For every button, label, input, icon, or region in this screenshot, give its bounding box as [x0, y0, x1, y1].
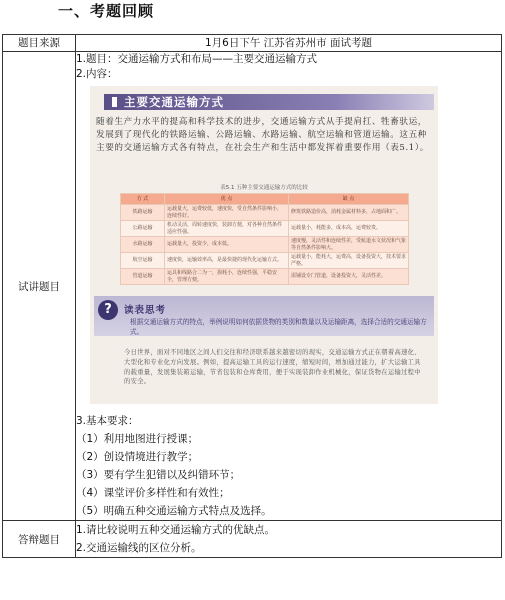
think-title: 读表思考 — [124, 305, 167, 316]
textbook-excerpt-image — [90, 86, 438, 404]
requirement-item: （5）明确五种交通运输方式特点及选择。 — [76, 505, 272, 517]
textbook-cell: 运具和线路合二为一，损耗小，连续性强，平稳安全，管理方便。 — [165, 269, 289, 285]
textbook-cell: 公路运输 — [121, 221, 165, 237]
textbook-cell: 运载量大，投资少，成本低。 — [165, 237, 289, 253]
textbook-cell: 运载量大，运费较低，速度快，受自然条件影响小，连续性好。 — [165, 205, 289, 221]
lecture-topic: 1.题目：交通运输方式和布局——主要交通运输方式 — [76, 53, 318, 65]
textbook-cell: 需铺设专门管道，设备投资大，灵活性差。 — [289, 269, 409, 285]
defense-content — [76, 521, 502, 558]
textbook-cell: 管道运输 — [121, 269, 165, 285]
textbook-cell: 速度快，运输效率高，是最快捷的现代化运输方式。 — [165, 253, 289, 269]
textbook-cell: 航空运输 — [121, 253, 165, 269]
textbook-cell: 修筑铁路造价高，消耗金属材料多，占地面积广。 — [289, 205, 409, 221]
defense-item: 2.交通运输线的区位分析。 — [76, 542, 202, 554]
question-icon: ? — [98, 300, 118, 320]
textbook-cell: 铁路运输 — [121, 205, 165, 221]
section-title: 一、考题回顾 — [58, 2, 155, 20]
lecture-label: 试讲题目 — [3, 52, 76, 521]
textbook-header-cell: 缺 点 — [289, 194, 409, 205]
requirement-item: （2）创设情境进行教学； — [76, 451, 199, 463]
requirement-item: （3）要有学生犯错以及纠错环节； — [76, 469, 241, 481]
lecture-content — [76, 52, 502, 521]
textbook-table-row — [121, 221, 409, 237]
requirement-item: （4）课堂评价多样性和有效性； — [76, 487, 230, 499]
textbook-table-caption: 表5.1 五种主要交通运输方式的比较 — [220, 185, 308, 191]
requirement-item: （1）利用地图进行授课； — [76, 433, 199, 445]
defense-label: 答辩题目 — [3, 521, 76, 558]
textbook-cell: 水路运输 — [121, 237, 165, 253]
header-row — [3, 35, 502, 52]
lecture-row — [3, 52, 502, 521]
requirements-title: 3.基本要求： — [76, 415, 139, 427]
textbook-paragraph-2: 今日世界，面对不同地区之间人们交往和经济联系越来越密切的现实，交通运输方式正在朝着高速化、大型化和专业化方向发展。例如，提高运输工具的运行速度，缩短时间，增加通过能力，扩大运输工具的载重量，发展集装箱运输，节省包装和仓库费用，便于实现装卸作业机械化，保证货物在运输过程中的安全。 — [124, 349, 421, 386]
source-label: 题目来源 — [3, 35, 76, 52]
textbook-cell: 速度慢，灵活性和连续性差，受航道水文状况和气象等自然条件影响大。 — [289, 237, 409, 253]
textbook-header-cell: 方 式 — [121, 194, 165, 205]
textbook-paragraph: 随着生产力水平的提高和科学技术的进步，交通运输方式从手提肩扛、牲畜驮运，发展到了现代化的铁路运输、公路运输、水路运输、航空运输和管道运输。这五种主要的交通运输方式各有特点，在社会生产和生活中都发挥着重要作用（表5.1）。 — [96, 117, 429, 153]
textbook-cell: 机动灵活，周转速度快，装卸方便，对各种自然条件适应性强。 — [165, 221, 289, 237]
lecture-content-label: 2.内容： — [76, 68, 118, 80]
textbook-cell: 运载量小，耗能多，成本高，运费较贵。 — [289, 221, 409, 237]
think-text: 根据交通运输方式的特点，举例说明如何依据货物的类别和数量以及运输距离，选择合适的交通运输方式。 — [130, 318, 427, 336]
textbook-table-row — [121, 269, 409, 285]
defense-item: 1.请比较说明五种交通运输方式的优缺点。 — [76, 524, 276, 536]
source-value: 1月6日下午 江苏省苏州市 面试考题 — [76, 35, 502, 52]
textbook-banner-title: 主要交通运输方式 — [124, 95, 224, 109]
banner-marker-icon — [112, 97, 117, 107]
textbook-cell: 运载量小，能耗大，运费高，设备投资大，技术要求严格。 — [289, 253, 409, 269]
exam-table — [2, 34, 502, 558]
defense-row — [3, 521, 502, 558]
textbook-table-header — [121, 194, 409, 205]
textbook-table-row — [121, 237, 409, 253]
textbook-header-cell: 优 点 — [165, 194, 289, 205]
textbook-comparison-table — [120, 193, 409, 285]
textbook-table-row — [121, 253, 409, 269]
textbook-table-row — [121, 205, 409, 221]
